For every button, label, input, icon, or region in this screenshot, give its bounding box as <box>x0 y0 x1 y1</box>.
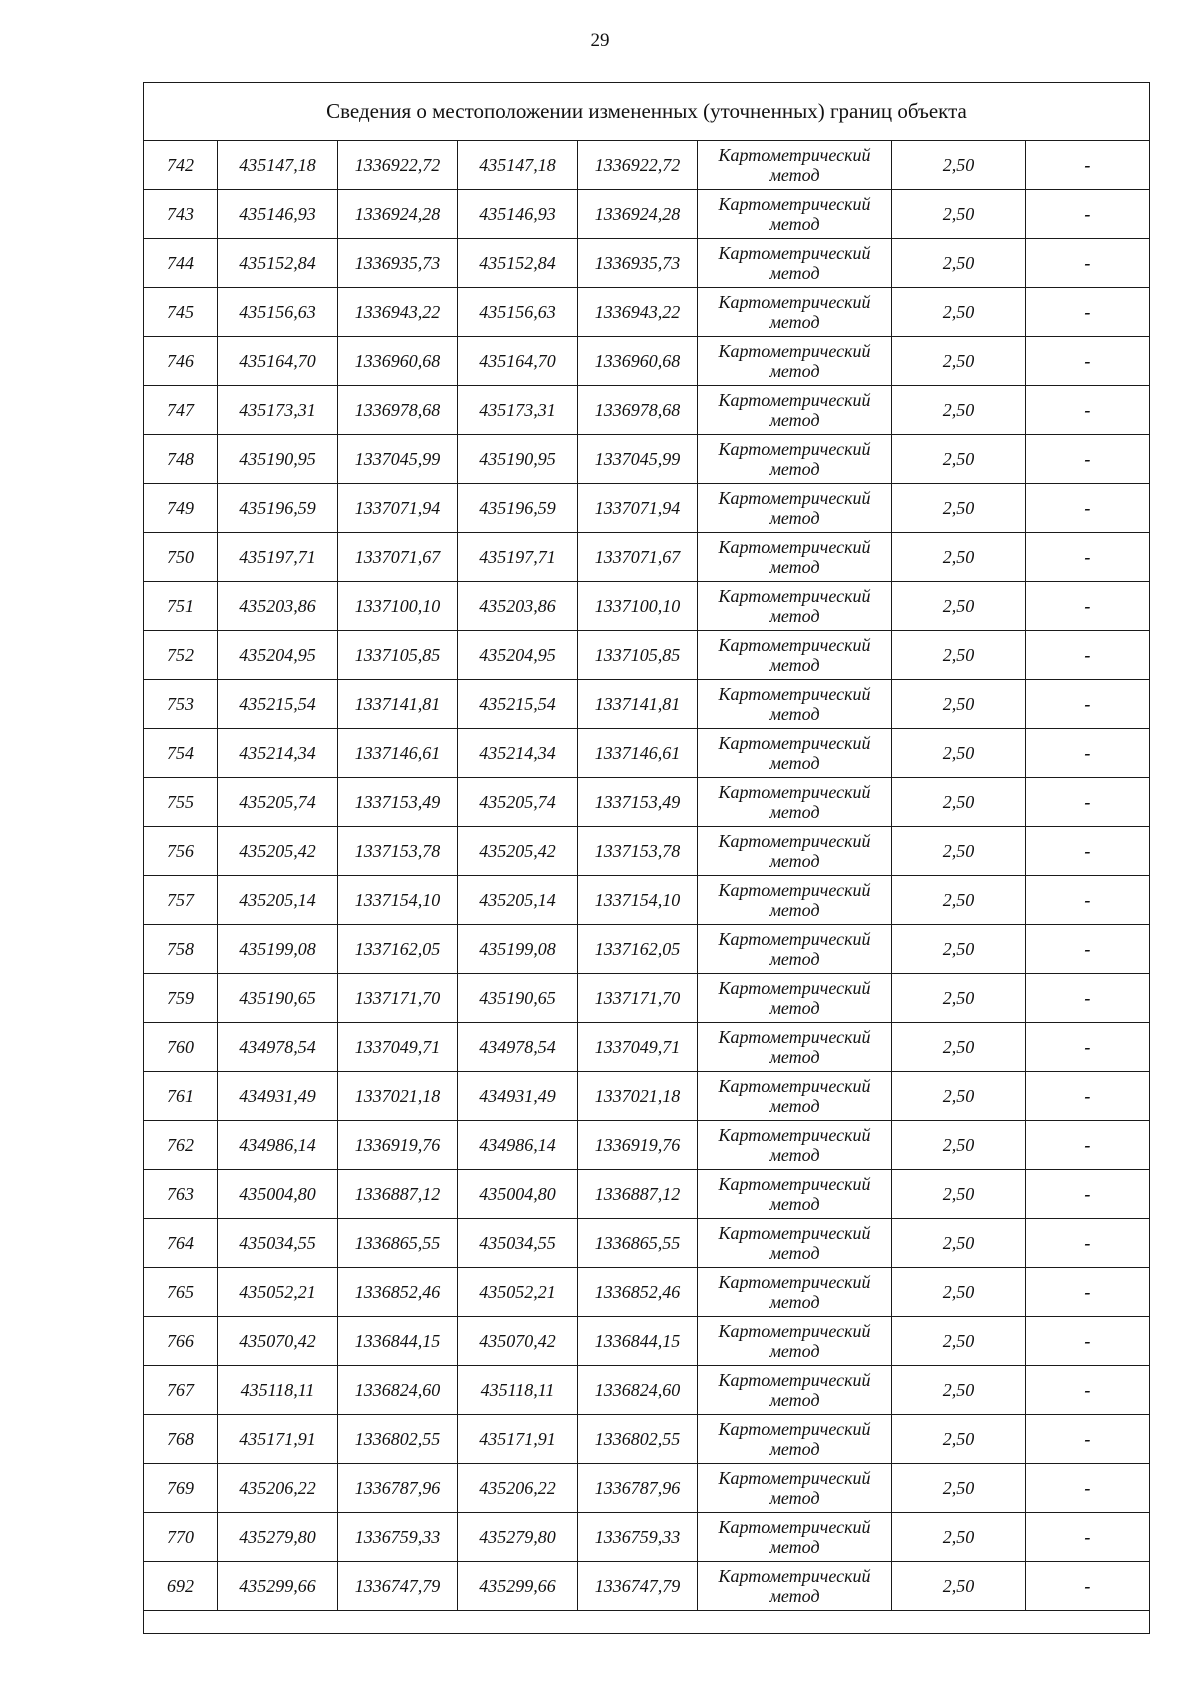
point-number-cell: 763 <box>144 1170 218 1219</box>
x-existing-cell: 435197,71 <box>218 533 338 582</box>
x-refined-cell: 435205,74 <box>458 778 578 827</box>
point-number-cell: 692 <box>144 1562 218 1611</box>
point-number-cell: 748 <box>144 435 218 484</box>
x-refined-cell: 434986,14 <box>458 1121 578 1170</box>
y-refined-cell: 1336924,28 <box>578 190 698 239</box>
x-refined-cell: 435205,14 <box>458 876 578 925</box>
method-cell: Картометрический метод <box>698 1023 892 1072</box>
y-refined-cell: 1337153,49 <box>578 778 698 827</box>
table-row <box>144 484 1150 533</box>
method-cell: Картометрический метод <box>698 1464 892 1513</box>
boundary-coordinates-table <box>143 82 1150 1634</box>
y-existing-cell: 1336960,68 <box>338 337 458 386</box>
point-number-cell: 754 <box>144 729 218 778</box>
point-number-cell: 761 <box>144 1072 218 1121</box>
method-cell: Картометрический метод <box>698 288 892 337</box>
table-row <box>144 1170 1150 1219</box>
y-refined-cell: 1336887,12 <box>578 1170 698 1219</box>
y-refined-cell: 1336960,68 <box>578 337 698 386</box>
table-row <box>144 1562 1150 1611</box>
method-cell: Картометрический метод <box>698 1513 892 1562</box>
x-existing-cell: 435199,08 <box>218 925 338 974</box>
point-number-cell: 749 <box>144 484 218 533</box>
y-existing-cell: 1336887,12 <box>338 1170 458 1219</box>
method-cell: Картометрический метод <box>698 337 892 386</box>
method-cell: Картометрический метод <box>698 631 892 680</box>
accuracy-cell: 2,50 <box>892 1513 1026 1562</box>
note-cell: - <box>1026 288 1150 337</box>
x-refined-cell: 435164,70 <box>458 337 578 386</box>
method-cell: Картометрический метод <box>698 239 892 288</box>
point-number-cell: 744 <box>144 239 218 288</box>
y-refined-cell: 1337171,70 <box>578 974 698 1023</box>
table-row <box>144 190 1150 239</box>
point-number-cell: 747 <box>144 386 218 435</box>
note-cell: - <box>1026 386 1150 435</box>
y-existing-cell: 1337153,78 <box>338 827 458 876</box>
y-refined-cell: 1336747,79 <box>578 1562 698 1611</box>
x-existing-cell: 435052,21 <box>218 1268 338 1317</box>
table-row <box>144 631 1150 680</box>
table-footer-row <box>144 1611 1150 1634</box>
y-existing-cell: 1336865,55 <box>338 1219 458 1268</box>
y-refined-cell: 1336787,96 <box>578 1464 698 1513</box>
accuracy-cell: 2,50 <box>892 386 1026 435</box>
x-existing-cell: 435215,54 <box>218 680 338 729</box>
y-refined-cell: 1337162,05 <box>578 925 698 974</box>
note-cell: - <box>1026 141 1150 190</box>
x-existing-cell: 435164,70 <box>218 337 338 386</box>
x-refined-cell: 434978,54 <box>458 1023 578 1072</box>
accuracy-cell: 2,50 <box>892 1366 1026 1415</box>
x-existing-cell: 435214,34 <box>218 729 338 778</box>
note-cell: - <box>1026 533 1150 582</box>
accuracy-cell: 2,50 <box>892 533 1026 582</box>
method-cell: Картометрический метод <box>698 141 892 190</box>
x-refined-cell: 435173,31 <box>458 386 578 435</box>
table-row <box>144 1415 1150 1464</box>
x-refined-cell: 435190,65 <box>458 974 578 1023</box>
table-caption: Сведения о местоположении измененных (уточненных) границ объекта <box>144 83 1150 141</box>
y-refined-cell: 1336943,22 <box>578 288 698 337</box>
y-existing-cell: 1336919,76 <box>338 1121 458 1170</box>
point-number-cell: 765 <box>144 1268 218 1317</box>
x-existing-cell: 435206,22 <box>218 1464 338 1513</box>
note-cell: - <box>1026 337 1150 386</box>
y-refined-cell: 1337045,99 <box>578 435 698 484</box>
y-refined-cell: 1337100,10 <box>578 582 698 631</box>
method-cell: Картометрический метод <box>698 876 892 925</box>
x-existing-cell: 434931,49 <box>218 1072 338 1121</box>
point-number-cell: 755 <box>144 778 218 827</box>
table-row <box>144 827 1150 876</box>
table-row <box>144 1121 1150 1170</box>
y-existing-cell: 1337154,10 <box>338 876 458 925</box>
y-existing-cell: 1337171,70 <box>338 974 458 1023</box>
note-cell: - <box>1026 1170 1150 1219</box>
x-refined-cell: 435206,22 <box>458 1464 578 1513</box>
table-row <box>144 876 1150 925</box>
x-refined-cell: 435215,54 <box>458 680 578 729</box>
y-refined-cell: 1336978,68 <box>578 386 698 435</box>
y-refined-cell: 1336824,60 <box>578 1366 698 1415</box>
point-number-cell: 768 <box>144 1415 218 1464</box>
method-cell: Картометрический метод <box>698 1121 892 1170</box>
y-existing-cell: 1336802,55 <box>338 1415 458 1464</box>
accuracy-cell: 2,50 <box>892 827 1026 876</box>
x-refined-cell: 435147,18 <box>458 141 578 190</box>
y-refined-cell: 1337153,78 <box>578 827 698 876</box>
accuracy-cell: 2,50 <box>892 141 1026 190</box>
accuracy-cell: 2,50 <box>892 1415 1026 1464</box>
note-cell: - <box>1026 631 1150 680</box>
y-refined-cell: 1337105,85 <box>578 631 698 680</box>
method-cell: Картометрический метод <box>698 1072 892 1121</box>
accuracy-cell: 2,50 <box>892 1317 1026 1366</box>
table-body <box>144 83 1150 1634</box>
table-row <box>144 1317 1150 1366</box>
y-existing-cell: 1336924,28 <box>338 190 458 239</box>
y-refined-cell: 1337141,81 <box>578 680 698 729</box>
y-existing-cell: 1336935,73 <box>338 239 458 288</box>
y-existing-cell: 1336844,15 <box>338 1317 458 1366</box>
point-number-cell: 751 <box>144 582 218 631</box>
y-refined-cell: 1337049,71 <box>578 1023 698 1072</box>
note-cell: - <box>1026 1023 1150 1072</box>
y-refined-cell: 1336844,15 <box>578 1317 698 1366</box>
x-existing-cell: 435299,66 <box>218 1562 338 1611</box>
accuracy-cell: 2,50 <box>892 1562 1026 1611</box>
table-footer-cell <box>144 1611 1150 1634</box>
y-existing-cell: 1336824,60 <box>338 1366 458 1415</box>
point-number-cell: 762 <box>144 1121 218 1170</box>
note-cell: - <box>1026 582 1150 631</box>
x-existing-cell: 435004,80 <box>218 1170 338 1219</box>
x-existing-cell: 435118,11 <box>218 1366 338 1415</box>
method-cell: Картометрический метод <box>698 974 892 1023</box>
point-number-cell: 752 <box>144 631 218 680</box>
method-cell: Картометрический метод <box>698 1219 892 1268</box>
x-refined-cell: 435203,86 <box>458 582 578 631</box>
y-existing-cell: 1336978,68 <box>338 386 458 435</box>
note-cell: - <box>1026 827 1150 876</box>
y-refined-cell: 1337071,67 <box>578 533 698 582</box>
table-row <box>144 288 1150 337</box>
x-existing-cell: 435279,80 <box>218 1513 338 1562</box>
accuracy-cell: 2,50 <box>892 1023 1026 1072</box>
x-refined-cell: 435197,71 <box>458 533 578 582</box>
y-existing-cell: 1337105,85 <box>338 631 458 680</box>
x-refined-cell: 435279,80 <box>458 1513 578 1562</box>
x-refined-cell: 435205,42 <box>458 827 578 876</box>
x-refined-cell: 435152,84 <box>458 239 578 288</box>
x-existing-cell: 435146,93 <box>218 190 338 239</box>
accuracy-cell: 2,50 <box>892 288 1026 337</box>
x-existing-cell: 435156,63 <box>218 288 338 337</box>
method-cell: Картометрический метод <box>698 386 892 435</box>
table-row <box>144 337 1150 386</box>
y-refined-cell: 1336865,55 <box>578 1219 698 1268</box>
accuracy-cell: 2,50 <box>892 239 1026 288</box>
y-refined-cell: 1336922,72 <box>578 141 698 190</box>
point-number-cell: 767 <box>144 1366 218 1415</box>
x-refined-cell: 435052,21 <box>458 1268 578 1317</box>
point-number-cell: 766 <box>144 1317 218 1366</box>
y-existing-cell: 1337141,81 <box>338 680 458 729</box>
method-cell: Картометрический метод <box>698 1317 892 1366</box>
table-row <box>144 386 1150 435</box>
x-existing-cell: 435190,95 <box>218 435 338 484</box>
method-cell: Картометрический метод <box>698 827 892 876</box>
note-cell: - <box>1026 729 1150 778</box>
note-cell: - <box>1026 974 1150 1023</box>
table-row <box>144 1366 1150 1415</box>
x-refined-cell: 435190,95 <box>458 435 578 484</box>
method-cell: Картометрический метод <box>698 190 892 239</box>
note-cell: - <box>1026 1072 1150 1121</box>
y-existing-cell: 1337071,94 <box>338 484 458 533</box>
y-existing-cell: 1337071,67 <box>338 533 458 582</box>
accuracy-cell: 2,50 <box>892 1121 1026 1170</box>
accuracy-cell: 2,50 <box>892 729 1026 778</box>
note-cell: - <box>1026 435 1150 484</box>
x-existing-cell: 434978,54 <box>218 1023 338 1072</box>
table-row <box>144 533 1150 582</box>
note-cell: - <box>1026 876 1150 925</box>
y-existing-cell: 1336759,33 <box>338 1513 458 1562</box>
y-refined-cell: 1337154,10 <box>578 876 698 925</box>
table-row <box>144 1072 1150 1121</box>
point-number-cell: 750 <box>144 533 218 582</box>
method-cell: Картометрический метод <box>698 680 892 729</box>
point-number-cell: 743 <box>144 190 218 239</box>
y-refined-cell: 1336935,73 <box>578 239 698 288</box>
method-cell: Картометрический метод <box>698 778 892 827</box>
note-cell: - <box>1026 1268 1150 1317</box>
note-cell: - <box>1026 778 1150 827</box>
note-cell: - <box>1026 239 1150 288</box>
note-cell: - <box>1026 1219 1150 1268</box>
y-existing-cell: 1336943,22 <box>338 288 458 337</box>
y-existing-cell: 1336852,46 <box>338 1268 458 1317</box>
method-cell: Картометрический метод <box>698 1366 892 1415</box>
table-row <box>144 925 1150 974</box>
note-cell: - <box>1026 1513 1150 1562</box>
x-existing-cell: 435070,42 <box>218 1317 338 1366</box>
point-number-cell: 759 <box>144 974 218 1023</box>
point-number-cell: 742 <box>144 141 218 190</box>
accuracy-cell: 2,50 <box>892 925 1026 974</box>
accuracy-cell: 2,50 <box>892 1268 1026 1317</box>
y-existing-cell: 1336747,79 <box>338 1562 458 1611</box>
point-number-cell: 746 <box>144 337 218 386</box>
point-number-cell: 769 <box>144 1464 218 1513</box>
x-refined-cell: 435070,42 <box>458 1317 578 1366</box>
y-existing-cell: 1337146,61 <box>338 729 458 778</box>
x-existing-cell: 435205,74 <box>218 778 338 827</box>
table-row <box>144 974 1150 1023</box>
point-number-cell: 760 <box>144 1023 218 1072</box>
y-existing-cell: 1337021,18 <box>338 1072 458 1121</box>
method-cell: Картометрический метод <box>698 925 892 974</box>
method-cell: Картометрический метод <box>698 533 892 582</box>
y-refined-cell: 1337146,61 <box>578 729 698 778</box>
accuracy-cell: 2,50 <box>892 1170 1026 1219</box>
accuracy-cell: 2,50 <box>892 582 1026 631</box>
y-existing-cell: 1337162,05 <box>338 925 458 974</box>
accuracy-cell: 2,50 <box>892 190 1026 239</box>
table-row <box>144 1464 1150 1513</box>
x-existing-cell: 435147,18 <box>218 141 338 190</box>
table-caption-row <box>144 83 1150 141</box>
note-cell: - <box>1026 1317 1150 1366</box>
x-refined-cell: 435146,93 <box>458 190 578 239</box>
x-refined-cell: 435196,59 <box>458 484 578 533</box>
note-cell: - <box>1026 1121 1150 1170</box>
accuracy-cell: 2,50 <box>892 484 1026 533</box>
x-refined-cell: 435299,66 <box>458 1562 578 1611</box>
note-cell: - <box>1026 190 1150 239</box>
x-existing-cell: 435205,14 <box>218 876 338 925</box>
y-existing-cell: 1337100,10 <box>338 582 458 631</box>
y-refined-cell: 1337071,94 <box>578 484 698 533</box>
accuracy-cell: 2,50 <box>892 778 1026 827</box>
x-existing-cell: 435152,84 <box>218 239 338 288</box>
note-cell: - <box>1026 1366 1150 1415</box>
x-refined-cell: 435199,08 <box>458 925 578 974</box>
accuracy-cell: 2,50 <box>892 337 1026 386</box>
y-existing-cell: 1337045,99 <box>338 435 458 484</box>
table-row <box>144 435 1150 484</box>
table-row <box>144 778 1150 827</box>
y-refined-cell: 1336852,46 <box>578 1268 698 1317</box>
method-cell: Картометрический метод <box>698 582 892 631</box>
y-refined-cell: 1336759,33 <box>578 1513 698 1562</box>
method-cell: Картометрический метод <box>698 1415 892 1464</box>
point-number-cell: 753 <box>144 680 218 729</box>
note-cell: - <box>1026 1415 1150 1464</box>
accuracy-cell: 2,50 <box>892 435 1026 484</box>
y-existing-cell: 1337049,71 <box>338 1023 458 1072</box>
x-refined-cell: 434931,49 <box>458 1072 578 1121</box>
x-existing-cell: 435034,55 <box>218 1219 338 1268</box>
point-number-cell: 770 <box>144 1513 218 1562</box>
point-number-cell: 764 <box>144 1219 218 1268</box>
accuracy-cell: 2,50 <box>892 680 1026 729</box>
x-existing-cell: 435204,95 <box>218 631 338 680</box>
x-refined-cell: 435171,91 <box>458 1415 578 1464</box>
page-number: 29 <box>590 30 610 51</box>
point-number-cell: 756 <box>144 827 218 876</box>
method-cell: Картометрический метод <box>698 1562 892 1611</box>
method-cell: Картометрический метод <box>698 435 892 484</box>
x-refined-cell: 435034,55 <box>458 1219 578 1268</box>
x-refined-cell: 435204,95 <box>458 631 578 680</box>
x-existing-cell: 435171,91 <box>218 1415 338 1464</box>
table-row <box>144 1268 1150 1317</box>
note-cell: - <box>1026 484 1150 533</box>
table-row <box>144 1023 1150 1072</box>
point-number-cell: 757 <box>144 876 218 925</box>
x-refined-cell: 435118,11 <box>458 1366 578 1415</box>
method-cell: Картометрический метод <box>698 1170 892 1219</box>
x-existing-cell: 435190,65 <box>218 974 338 1023</box>
y-existing-cell: 1336922,72 <box>338 141 458 190</box>
y-existing-cell: 1336787,96 <box>338 1464 458 1513</box>
x-existing-cell: 435205,42 <box>218 827 338 876</box>
y-existing-cell: 1337153,49 <box>338 778 458 827</box>
accuracy-cell: 2,50 <box>892 876 1026 925</box>
point-number-cell: 745 <box>144 288 218 337</box>
x-existing-cell: 435203,86 <box>218 582 338 631</box>
accuracy-cell: 2,50 <box>892 1219 1026 1268</box>
table-row <box>144 239 1150 288</box>
x-refined-cell: 435214,34 <box>458 729 578 778</box>
method-cell: Картометрический метод <box>698 729 892 778</box>
y-refined-cell: 1336802,55 <box>578 1415 698 1464</box>
accuracy-cell: 2,50 <box>892 1464 1026 1513</box>
accuracy-cell: 2,50 <box>892 1072 1026 1121</box>
note-cell: - <box>1026 925 1150 974</box>
accuracy-cell: 2,50 <box>892 974 1026 1023</box>
y-refined-cell: 1337021,18 <box>578 1072 698 1121</box>
x-existing-cell: 434986,14 <box>218 1121 338 1170</box>
table-row <box>144 582 1150 631</box>
x-existing-cell: 435173,31 <box>218 386 338 435</box>
note-cell: - <box>1026 680 1150 729</box>
method-cell: Картометрический метод <box>698 1268 892 1317</box>
y-refined-cell: 1336919,76 <box>578 1121 698 1170</box>
table-row <box>144 729 1150 778</box>
method-cell: Картометрический метод <box>698 484 892 533</box>
table-row <box>144 141 1150 190</box>
point-number-cell: 758 <box>144 925 218 974</box>
note-cell: - <box>1026 1464 1150 1513</box>
table-row <box>144 1513 1150 1562</box>
note-cell: - <box>1026 1562 1150 1611</box>
table-row <box>144 680 1150 729</box>
table-row <box>144 1219 1150 1268</box>
x-refined-cell: 435004,80 <box>458 1170 578 1219</box>
accuracy-cell: 2,50 <box>892 631 1026 680</box>
x-refined-cell: 435156,63 <box>458 288 578 337</box>
x-existing-cell: 435196,59 <box>218 484 338 533</box>
